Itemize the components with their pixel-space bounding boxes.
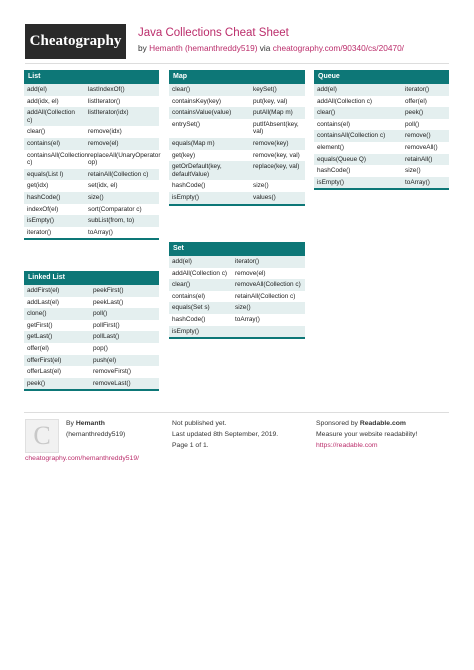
table-row <box>169 150 305 162</box>
table-row <box>24 192 159 204</box>
method-cell-left: isEmpty() <box>27 217 54 225</box>
section-map <box>169 70 305 206</box>
published-status: Not published yet. <box>172 420 227 427</box>
table-row <box>169 256 305 268</box>
table-row <box>169 84 305 96</box>
method-cell-left: contains(el) <box>27 139 61 147</box>
byline <box>138 43 404 53</box>
footer-author-handle: (hemanthreddy519) <box>66 431 126 438</box>
section-set <box>169 242 305 339</box>
method-cell-left: add(el) <box>317 86 337 93</box>
page-number: Page 1 of 1. <box>172 442 209 449</box>
last-updated: Last updated 8th September, 2019. <box>172 431 279 438</box>
method-cell-right: remove(el) <box>235 269 266 277</box>
method-cell-left: addFirst(el) <box>27 287 60 294</box>
method-cell-left: offerLast(el) <box>27 368 61 376</box>
method-cell-left: getFirst() <box>27 321 53 329</box>
method-cell-right: pollLast() <box>93 333 120 341</box>
table-row <box>24 285 159 297</box>
sponsor-url-link[interactable]: https://readable.com <box>316 442 378 449</box>
author-avatar[interactable]: C <box>25 419 59 453</box>
author-link[interactable]: Hemanth (hemanthreddy519) <box>149 43 258 53</box>
method-cell-left: clone() <box>27 310 47 318</box>
method-cell-right: keySet() <box>253 86 277 93</box>
method-cell-right: peekLast() <box>93 298 124 306</box>
table-row <box>169 180 305 192</box>
section-linked-list <box>24 271 159 391</box>
section-title: Linked List <box>24 271 159 285</box>
table-row <box>24 297 159 309</box>
method-cell-right: retainAll(Collection c) <box>235 292 296 300</box>
footer-publish-info <box>172 418 278 451</box>
footer-divider <box>24 412 449 413</box>
table-row <box>24 343 159 355</box>
method-cell-left: addLast(el) <box>27 298 59 306</box>
method-cell-right: values() <box>253 193 276 201</box>
method-cell-left: equals(Set s) <box>172 304 210 312</box>
table-row <box>169 302 305 314</box>
method-cell-right: listIterator(idx) <box>88 109 129 117</box>
table-row <box>169 314 305 326</box>
table-row <box>169 119 305 138</box>
table-row <box>169 268 305 280</box>
method-cell-right: putIfAbsent(key, val) <box>253 120 299 136</box>
table-row <box>24 84 159 96</box>
table-row <box>24 355 159 367</box>
method-cell-right: iterator() <box>405 86 430 93</box>
table-row <box>24 215 159 227</box>
method-cell-right: remove(key, val) <box>253 151 300 159</box>
method-cell-right: listIterator() <box>88 97 121 105</box>
method-cell-left: isEmpty() <box>172 193 199 201</box>
method-cell-right: toArray() <box>405 178 430 186</box>
table-row <box>169 138 305 150</box>
table-row <box>24 169 159 181</box>
method-cell-left: iterator() <box>27 228 52 236</box>
method-cell-right: removeAll(Collection c) <box>235 281 301 289</box>
method-cell-left: addAll(Collection c) <box>317 97 373 105</box>
table-row <box>314 177 449 189</box>
method-table <box>169 256 305 339</box>
method-cell-right: pop() <box>93 344 108 352</box>
footer-author-name[interactable]: Hemanth <box>75 420 105 427</box>
table-row <box>314 130 449 142</box>
method-cell-right: size() <box>253 182 269 190</box>
method-cell-left: clear() <box>172 86 191 93</box>
table-row <box>24 138 159 150</box>
table-row <box>169 107 305 119</box>
table-row <box>314 107 449 119</box>
method-cell-left: containsAll(Collection c) <box>317 132 386 140</box>
table-row <box>314 96 449 108</box>
table-row <box>314 84 449 96</box>
section-title: List <box>24 70 159 84</box>
table-row <box>169 96 305 108</box>
method-cell-right: removeFirst() <box>93 368 131 376</box>
method-cell-left: add(idx, el) <box>27 97 59 105</box>
table-row <box>314 154 449 166</box>
section-title: Queue <box>314 70 449 84</box>
page-title: Java Collections Cheat Sheet <box>138 27 289 39</box>
method-cell-right: replace(key, val) <box>253 163 300 171</box>
method-cell-right: putAll(Map m) <box>253 109 293 117</box>
method-cell-left: clear() <box>317 109 336 117</box>
method-table <box>24 285 159 391</box>
method-cell-right: retainAll() <box>405 155 433 163</box>
table-row <box>24 366 159 378</box>
section-title: Map <box>169 70 305 84</box>
footer-by-label: By <box>66 420 76 427</box>
method-cell-right: peek() <box>405 109 424 117</box>
table-row <box>24 308 159 320</box>
method-cell-left: getLast() <box>27 333 53 341</box>
table-row <box>24 320 159 332</box>
table-row <box>169 326 305 338</box>
method-cell-right: poll() <box>93 310 108 318</box>
table-row <box>169 192 305 204</box>
method-cell-left: get(key) <box>172 151 196 159</box>
method-cell-left: hashCode() <box>172 315 206 323</box>
method-cell-left: offerFirst(el) <box>27 356 62 364</box>
method-cell-left: contains(el) <box>317 120 351 128</box>
method-cell-left: add(el) <box>27 86 47 93</box>
table-row <box>24 204 159 216</box>
cheatography-logo[interactable]: Cheatography <box>25 24 126 59</box>
method-cell-right: pollFirst() <box>93 321 120 329</box>
method-cell-left: get(idx) <box>27 182 49 190</box>
header-divider <box>25 63 449 64</box>
method-cell-right: lastIndexOf() <box>88 86 125 93</box>
table-row <box>314 119 449 131</box>
footer-sponsor <box>316 418 417 451</box>
method-cell-left: offer(el) <box>27 344 49 352</box>
method-cell-right: size() <box>235 304 251 312</box>
table-row <box>169 161 305 180</box>
method-cell-left: addAll(Collection c) <box>172 269 228 277</box>
method-cell-left: peek() <box>27 379 46 387</box>
section-list <box>24 70 159 240</box>
method-cell-right: poll() <box>405 120 420 128</box>
method-cell-right: retainAll(Collection c) <box>88 170 149 178</box>
method-cell-left: equals(Map m) <box>172 139 215 147</box>
section-title: Set <box>169 242 305 256</box>
table-row <box>24 107 159 126</box>
method-cell-left: equals(List l) <box>27 170 64 178</box>
method-cell-left: addAll(Collection c) <box>27 109 75 124</box>
table-row <box>24 331 159 343</box>
method-cell-right: push(el) <box>93 356 117 364</box>
method-cell-left: containsAll(Collection c) <box>27 151 89 167</box>
method-cell-right: removeAll() <box>405 143 438 151</box>
footer-author <box>66 418 125 440</box>
method-cell-left: add(el) <box>172 258 192 265</box>
method-cell-left: clear() <box>27 128 46 136</box>
table-row <box>169 279 305 291</box>
method-cell-left: clear() <box>172 281 191 289</box>
method-cell-right: toArray() <box>88 228 113 236</box>
method-cell-right: remove() <box>405 132 431 140</box>
table-row <box>314 165 449 177</box>
footer-author-link[interactable]: cheatography.com/hemanthreddy519/ <box>25 455 139 462</box>
method-cell-left: hashCode() <box>317 167 351 175</box>
method-cell-right: toArray() <box>235 315 260 323</box>
method-cell-left: containsValue(value) <box>172 109 232 117</box>
method-table <box>24 84 159 240</box>
table-row <box>24 96 159 108</box>
method-cell-left: containsKey(key) <box>172 97 222 105</box>
table-row <box>314 142 449 154</box>
sponsor-name[interactable]: Readable.com <box>359 420 406 427</box>
method-cell-right: remove(idx) <box>88 128 122 136</box>
method-cell-left: element() <box>317 143 344 151</box>
table-row <box>24 180 159 192</box>
method-cell-left: getOrDefault(key, defaultValue) <box>172 163 222 178</box>
method-cell-right: subList(from, to) <box>88 217 135 225</box>
method-cell-left: hashCode() <box>27 193 61 201</box>
table-row <box>24 227 159 239</box>
method-cell-right: offer(el) <box>405 97 427 105</box>
method-cell-right: sort(Comparator c) <box>88 205 142 213</box>
table-row <box>24 126 159 138</box>
method-table <box>314 84 449 190</box>
method-cell-left: indexOf(el) <box>27 205 59 213</box>
method-cell-right: replaceAll(UnaryOperator op) <box>88 151 161 167</box>
sponsor-tagline: Measure your website readability! <box>316 431 418 438</box>
method-cell-right: remove(key) <box>253 139 289 147</box>
method-table <box>169 84 305 206</box>
method-cell-right: size() <box>88 193 104 201</box>
method-cell-left: entrySet() <box>172 120 201 128</box>
method-cell-right: size() <box>405 167 421 175</box>
method-cell-left: isEmpty() <box>172 327 199 335</box>
method-cell-right: remove(el) <box>88 139 119 147</box>
method-cell-left: equals(Queue Q) <box>317 155 367 163</box>
table-row <box>24 378 159 390</box>
via-text: via <box>257 43 273 53</box>
table-row <box>24 150 159 169</box>
by-prefix: by <box>138 43 150 53</box>
method-cell-left: hashCode() <box>172 182 206 190</box>
method-cell-right: put(key, val) <box>253 97 288 105</box>
sheet-url-link[interactable]: cheatography.com/90340/cs/20470/ <box>272 43 404 53</box>
method-cell-left: contains(el) <box>172 292 206 300</box>
table-row <box>169 291 305 303</box>
sponsor-label: Sponsored by <box>316 420 360 427</box>
method-cell-right: peekFirst() <box>93 287 124 294</box>
method-cell-right: iterator() <box>235 258 260 265</box>
method-cell-right: set(idx, el) <box>88 182 118 190</box>
method-cell-right <box>232 326 305 338</box>
section-queue <box>314 70 449 190</box>
method-cell-right: removeLast() <box>93 379 131 387</box>
method-cell-left: isEmpty() <box>317 178 344 186</box>
